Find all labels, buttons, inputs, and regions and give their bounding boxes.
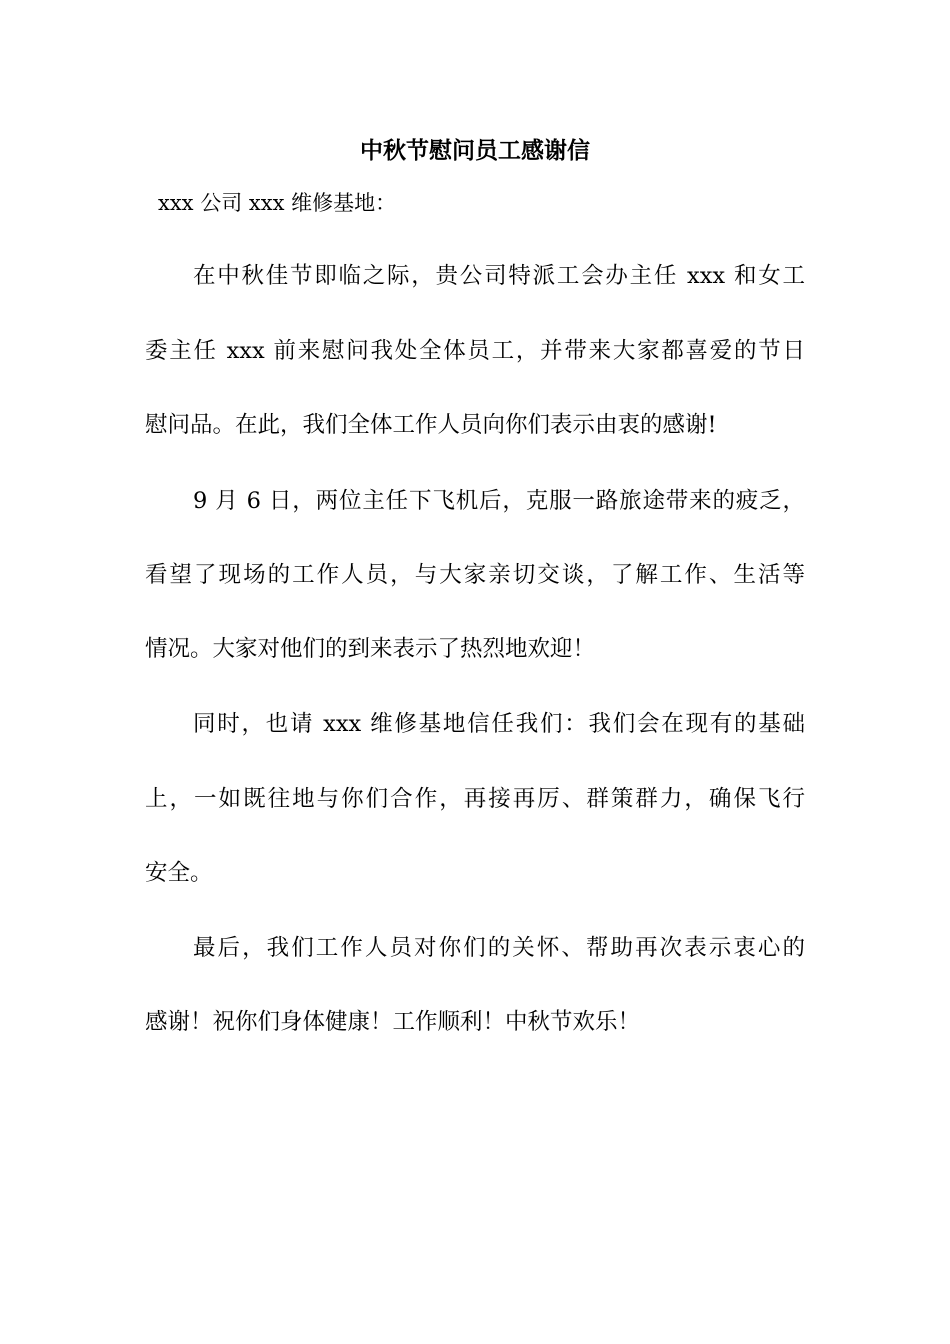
paragraph-4-line-1: 最后，我们工作人员对你们的关怀、帮助再次表示衷心的 — [193, 935, 805, 961]
paragraph-2-line-2: 看望了现场的工作人员，与大家亲切交谈，了解工作、生活等 — [145, 562, 805, 588]
paragraph-4-line-2: 感谢！祝你们身体健康！工作顺利！中秋节欢乐！ — [145, 1009, 641, 1035]
letter-title: 中秋节慰问员工感谢信 — [360, 137, 590, 164]
paragraph-2-line-1: 9 月 6 日，两位主任下飞机后，克服一路旅途带来的疲乏， — [193, 488, 805, 514]
paragraph-1-line-2: 委主任 xxx 前来慰问我处全体员工，并带来大家都喜爱的节日 — [145, 338, 805, 364]
paragraph-3-line-2: 上，一如既往地与你们合作，再接再厉、群策群力，确保飞行 — [145, 786, 805, 812]
paragraph-2-line-3: 情况。大家对他们的到来表示了热烈地欢迎！ — [145, 636, 596, 662]
paragraph-3-line-3: 安全。 — [145, 860, 213, 886]
paragraph-3-line-1: 同时，也请 xxx 维修基地信任我们：我们会在现有的基础 — [193, 711, 805, 737]
paragraph-1-line-1: 在中秋佳节即临之际，贵公司特派工会办主任 xxx 和女工 — [193, 263, 805, 289]
salutation: xxx 公司 xxx 维修基地： — [158, 191, 397, 215]
paragraph-1-line-3: 慰问品。在此，我们全体工作人员向你们表示由衷的感谢! — [145, 412, 717, 438]
